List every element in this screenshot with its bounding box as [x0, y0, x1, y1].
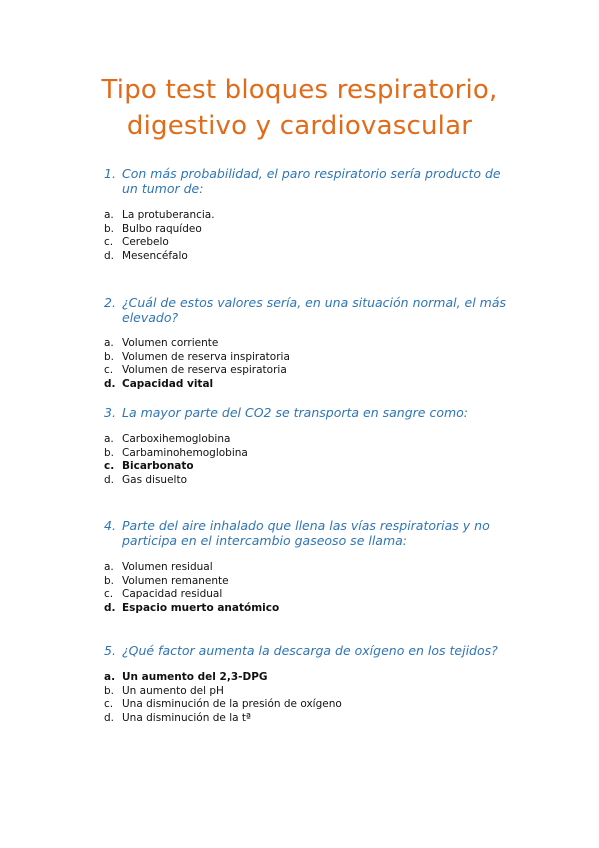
question-1	[104, 166, 514, 196]
option-text: Una disminución de la tª	[122, 711, 251, 724]
option-a-correct	[104, 671, 524, 685]
option-b	[104, 575, 524, 589]
option-letter: a.	[104, 209, 114, 221]
option-b	[104, 685, 524, 699]
option-letter: b.	[104, 446, 115, 459]
option-b	[104, 447, 524, 461]
option-text: Capacidad vital	[122, 377, 214, 390]
option-text: Carboxihemoglobina	[122, 433, 231, 445]
question-2	[104, 295, 514, 325]
option-text: Carbaminohemoglobina	[122, 446, 248, 459]
option-text: La protuberancia.	[122, 209, 215, 221]
option-letter: b.	[104, 574, 115, 587]
option-letter: c.	[104, 236, 114, 249]
option-d	[104, 474, 524, 488]
option-letter: b.	[104, 684, 115, 697]
option-text: Un aumento del pH	[122, 684, 224, 697]
option-letter: c.	[104, 364, 114, 377]
option-c	[104, 698, 524, 712]
option-letter: d.	[104, 377, 116, 390]
option-letter: d.	[104, 473, 115, 486]
question-number: 5.	[104, 643, 116, 658]
option-a	[104, 209, 524, 223]
option-c	[104, 364, 524, 378]
question-text: Parte del aire inhalado que llena las vías respiratorias y no participa en el intercambio gaseoso se llama:	[122, 518, 490, 548]
question-5-options	[104, 671, 524, 725]
option-text: Capacidad residual	[122, 588, 223, 601]
option-b	[104, 351, 524, 365]
option-a	[104, 433, 524, 447]
option-a	[104, 337, 524, 351]
option-text: Gas disuelto	[122, 473, 188, 486]
option-c-correct	[104, 460, 524, 474]
option-c	[104, 236, 524, 250]
question-3	[104, 405, 514, 420]
option-letter: c.	[104, 698, 114, 711]
option-d	[104, 712, 524, 726]
page-title	[0, 72, 599, 144]
question-1-options	[104, 209, 524, 263]
option-c	[104, 588, 524, 602]
question-number: 1.	[104, 166, 116, 181]
question-number: 2.	[104, 295, 116, 310]
option-text: Volumen remanente	[122, 574, 229, 587]
question-4	[104, 518, 514, 548]
title-line-2: digestivo y cardiovascular	[126, 111, 473, 141]
question-text: Con más probabilidad, el paro respiratorio sería producto de un tumor de:	[122, 166, 501, 196]
option-d	[104, 250, 524, 264]
option-text: Una disminución de la presión de oxígeno	[122, 698, 342, 711]
option-letter: b.	[104, 350, 115, 363]
option-letter: a.	[104, 433, 114, 445]
option-text: Bicarbonato	[122, 460, 194, 473]
option-text: Cerebelo	[122, 236, 169, 249]
option-b	[104, 223, 524, 237]
option-a	[104, 561, 524, 575]
question-number: 4.	[104, 518, 116, 533]
question-3-options	[104, 433, 524, 487]
question-5	[104, 643, 514, 658]
option-letter: b.	[104, 222, 115, 235]
option-d-correct	[104, 378, 524, 392]
option-text: Volumen residual	[122, 561, 213, 573]
question-text: ¿Cuál de estos valores sería, en una situación normal, el más elevado?	[122, 295, 507, 325]
option-text: Volumen de reserva inspiratoria	[122, 350, 290, 363]
question-text: ¿Qué factor aumenta la descarga de oxígeno en los tejidos?	[122, 643, 498, 658]
option-text: Un aumento del 2,3-DPG	[122, 671, 268, 683]
option-text: Bulbo raquídeo	[122, 222, 202, 235]
option-d-correct	[104, 602, 524, 616]
question-2-options	[104, 337, 524, 391]
option-letter: a.	[104, 337, 114, 349]
option-text: Volumen de reserva espiratoria	[122, 364, 287, 377]
option-text: Espacio muerto anatómico	[122, 601, 280, 614]
question-4-options	[104, 561, 524, 615]
option-text: Mesencéfalo	[122, 249, 188, 262]
question-text: La mayor parte del CO2 se transporta en sangre como:	[122, 405, 468, 420]
option-letter: a.	[104, 671, 116, 683]
option-text: Volumen corriente	[122, 337, 219, 349]
option-letter: d.	[104, 711, 115, 724]
option-letter: d.	[104, 249, 115, 262]
question-number: 3.	[104, 405, 116, 420]
option-letter: a.	[104, 561, 114, 573]
title-line-1: Tipo test bloques respiratorio,	[101, 75, 498, 105]
option-letter: d.	[104, 601, 116, 614]
option-letter: c.	[104, 460, 115, 473]
option-letter: c.	[104, 588, 114, 601]
